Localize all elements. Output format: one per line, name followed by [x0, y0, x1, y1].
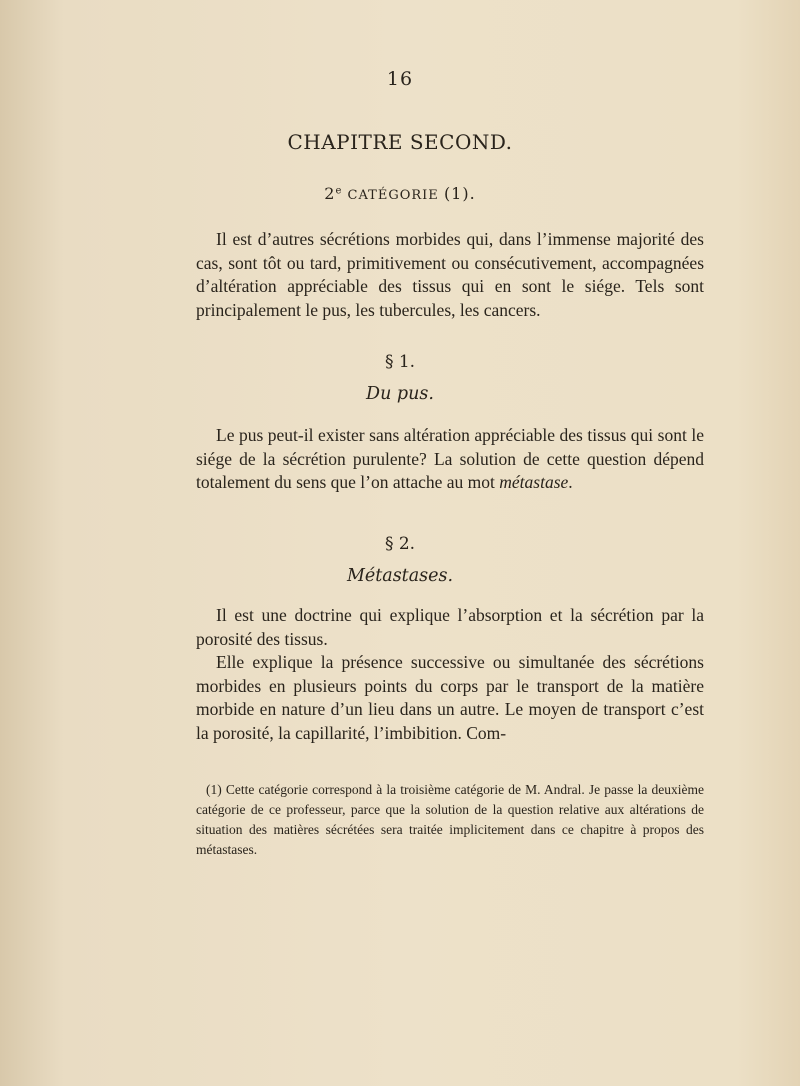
section-2-mark: § 2. [384, 534, 416, 554]
category-footnote-ref: (1). [443, 184, 476, 203]
page-number: 16 [386, 68, 414, 90]
intro-paragraph: Il est d’autres sécrétions morbides qui, dans l’immense majorité des cas, sont tôt ou tard, primitivement ou consécutivement, accompagnées d’altération appréciable des tissus qui en sont le siége. Tels sont principalement le pus, les tubercules, les cancers. [196, 229, 704, 320]
category-heading [0, 184, 800, 203]
section-1-paragraph-text: Le pus peut-il exister sans altération appréciable des tissus qui sont le siége de la sécrétion purulente? La solution de cette question dépend totalement du sens que l’on attache au mot [196, 425, 704, 492]
footnote: (1) Cette catégorie correspond à la troisième catégorie de M. Andral. Je passe la deuxième catégorie de ce professeur, parce que la solution de la question relative aux altérations de situation des matières sécrétées sera traitée implicitement dans ce chapitre à propos des métastases. [196, 782, 704, 857]
section-1-paragraph-end: . [568, 472, 573, 492]
section-2-block [196, 604, 704, 745]
category-label: CATÉGORIE [347, 188, 439, 203]
section-1-mark: § 1. [384, 352, 416, 372]
category-number: 2 [324, 184, 336, 203]
section-1-title: Du pus. [366, 384, 434, 404]
section-1-paragraph-italic: métastase [499, 472, 569, 492]
section-2-title: Métastases. [346, 566, 454, 586]
section-1-block [196, 424, 704, 495]
category-number-suffix: e [335, 185, 343, 197]
section-1-paragraph [196, 424, 704, 495]
section-2-paragraph-1: Il est une doctrine qui explique l’absorption et la sécrétion par la porosité des tissus. [196, 605, 704, 649]
chapter-title: CHAPITRE SECOND. [287, 130, 513, 154]
intro-block [196, 228, 704, 322]
section-2-paragraph-2: Elle explique la présence successive ou simultanée des sécrétions morbides en plusieurs points du corps par le transport de la matière morbide en nature d’un lieu dans un autre. Le moyen de transport c’est la porosité, la capillarité, l’imbibition. Com- [196, 652, 704, 743]
